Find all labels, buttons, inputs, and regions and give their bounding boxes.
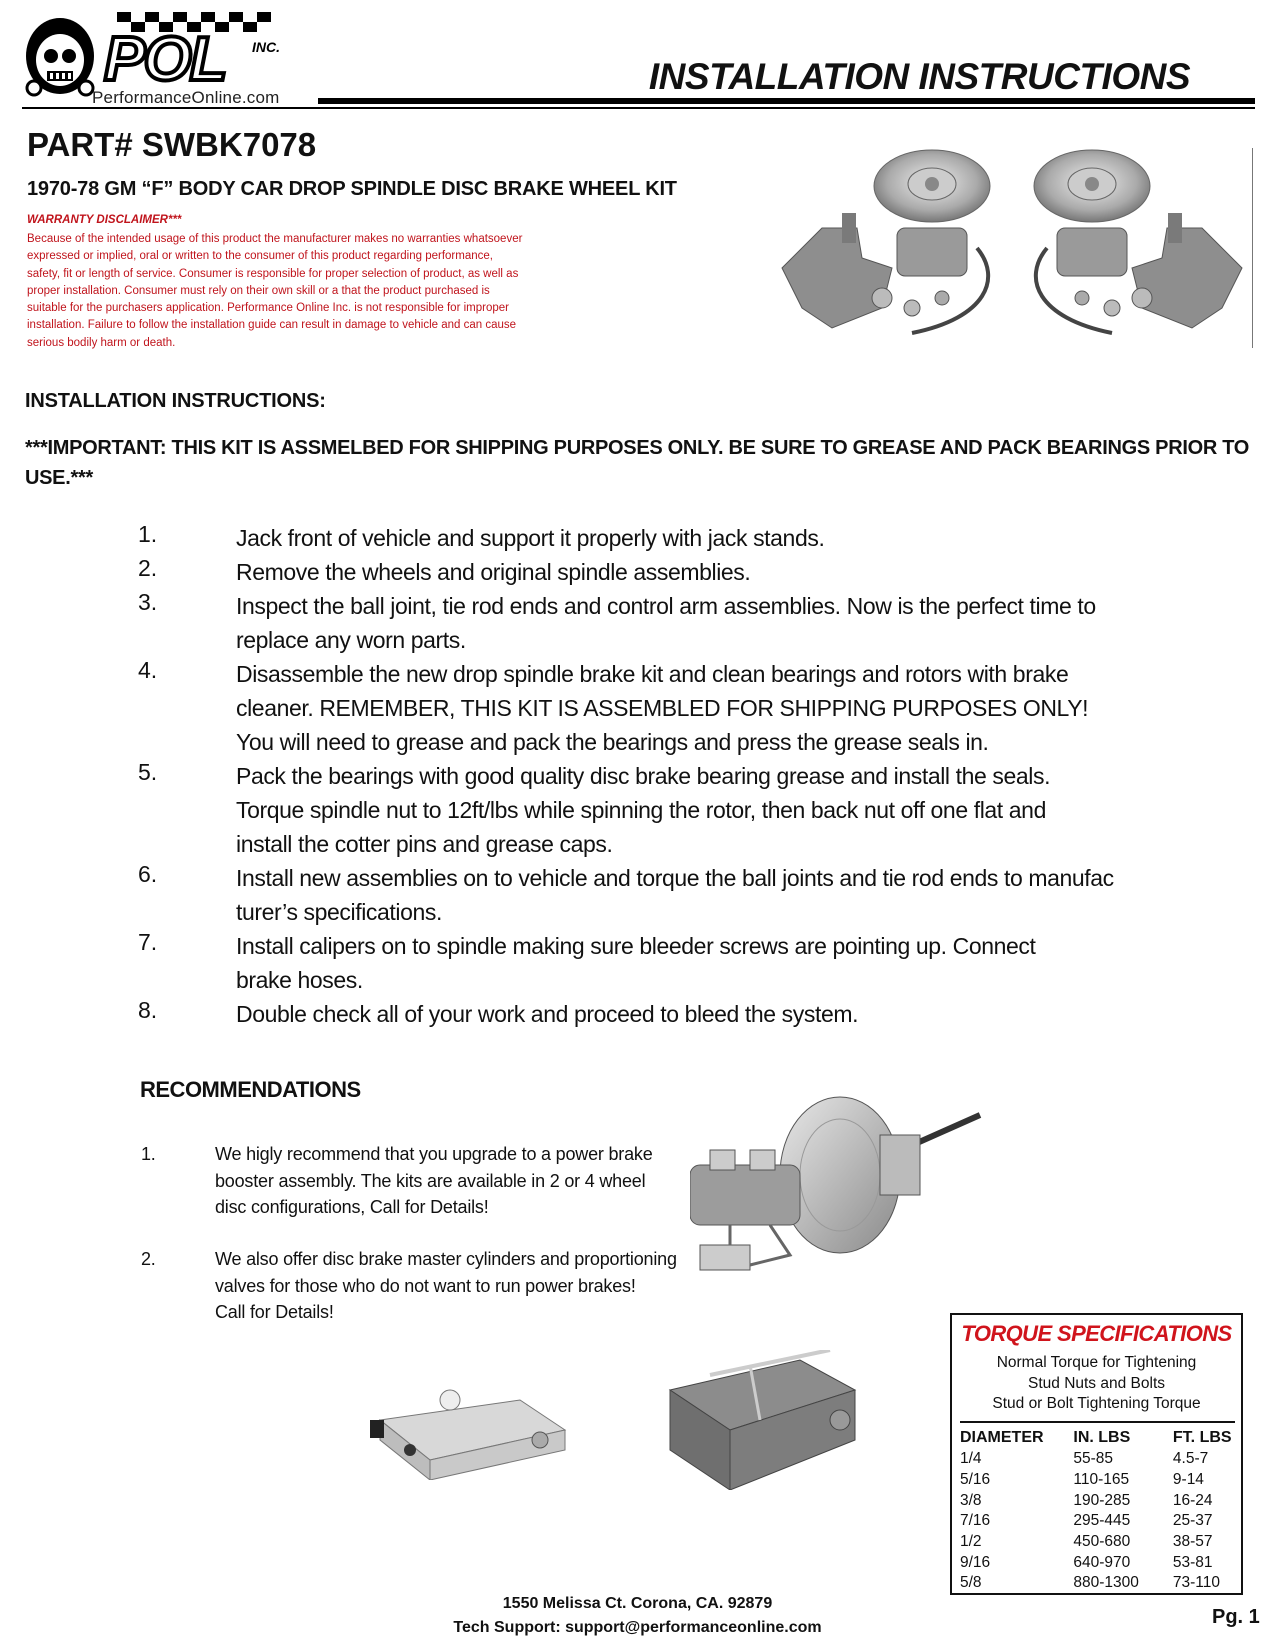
skull-helmet-icon (26, 18, 94, 95)
table-row (960, 1449, 1241, 1470)
table-cell: 640-970 (1073, 1553, 1131, 1571)
table-cell: 9/16 (960, 1553, 991, 1571)
step-1 (0, 521, 1275, 555)
step-2 (0, 555, 1275, 589)
torque-divider (960, 1421, 1235, 1423)
table-cell: 1/2 (960, 1533, 982, 1551)
step-number: 5. (138, 759, 158, 785)
table-row (960, 1552, 1241, 1573)
table-cell: 55-85 (1073, 1450, 1114, 1468)
column-header: FT. LBS (1172, 1429, 1232, 1446)
step-8 (0, 997, 1275, 1031)
brake-booster-image (690, 1095, 990, 1315)
table-cell: 295-445 (1073, 1512, 1131, 1530)
table-row (960, 1573, 1241, 1594)
step-text: Install calipers on to spindle making sure bleeder screws are pointing up. Connect brake hoses. (236, 933, 1036, 993)
document-title: INSTALLATION INSTRUCTIONS (648, 56, 1190, 97)
footer-contact: 1550 Melissa Ct. Corona, CA. 92879 Tech Support: support@performanceonline.com (453, 1595, 822, 1636)
table-cell: 190-285 (1073, 1491, 1131, 1509)
important-note: ***IMPORTANT: THIS KIT IS ASSMELBED FOR SHIPPING PURPOSES ONLY. BE SURE TO GREASE AND PACK BEARINGS PRIOR TO USE.*** (25, 437, 1250, 489)
step-text: Inspect the ball joint, tie rod ends and control arm assemblies. Now is the perfect time to replace any worn parts. (236, 593, 1096, 653)
header-rule-thick (318, 98, 1255, 104)
column-header: DIAMETER (960, 1429, 1044, 1446)
table-cell: 9-14 (1172, 1471, 1204, 1489)
product-description: 1970-78 GM “F” BODY CAR DROP SPINDLE DISC BRAKE WHEEL KIT (27, 178, 677, 200)
table-row (960, 1470, 1241, 1491)
step-number: 4. (138, 657, 158, 683)
step-number: 8. (138, 997, 158, 1023)
warranty-heading: WARRANTY DISCLAIMER*** (27, 214, 182, 226)
recommendations-heading: RECOMMENDATIONS (140, 1077, 361, 1102)
step-5 (0, 759, 1275, 861)
master-cylinder-image (650, 1350, 860, 1490)
table-cell: 450-680 (1073, 1533, 1131, 1551)
table-row (960, 1532, 1241, 1553)
table-cell: 880-1300 (1073, 1574, 1139, 1592)
step-number: 3. (138, 589, 158, 615)
recommendation-number: 1. (141, 1144, 156, 1164)
part-number: PART# SWBK7078 (27, 126, 317, 163)
table-cell: 110-165 (1073, 1471, 1130, 1489)
warranty-text: Because of the intended usage of this product the manufacturer makes no warranties whatsoever expressed or implied, oral or written to the consumer of this product regarding performance, safety, fit or length of service. Consumer is responsible for proper selection of product, as well as proper installation. Consumer must rely on their own skill or a that the product purchased is suitable for the purchasers application. Performance Online Inc. is not responsible for improper installation. Failure to follow the installation guide can result in damage to vehicle and can cause serious bodily harm or death. (27, 233, 523, 349)
step-text: Disassemble the new drop spindle brake kit and clean bearings and rotors with brake cleaner. REMEMBER, THIS KIT IS ASSEMBLED FOR SHIPPING PURPOSES ONLY! You will need to grease and pack the bearings and press the grease seals in. (236, 661, 1089, 755)
step-text: Pack the bearings with good quality disc brake bearing grease and install the seals. Torque spindle nut to 12ft/lbs while spinning the rotor, then back nut off one flat and install the cotter pins and grease caps. (236, 763, 1051, 857)
instructions-heading: INSTALLATION INSTRUCTIONS: (25, 390, 326, 412)
recommendation-text: We also offer disc brake master cylinders and proportioning valves for those who do not want to run power brakes! Call for Details! (215, 1249, 677, 1322)
logo-url: PerformanceOnline.com (92, 88, 280, 107)
page-number: Pg. 1 (1212, 1606, 1260, 1628)
table-cell: 4.5-7 (1172, 1450, 1209, 1468)
header-rule-thin (22, 107, 1255, 109)
step-number: 6. (138, 861, 158, 887)
torque-subtitle: Normal Torque for Tightening Stud Nuts and Bolts Stud or Bolt Tightening Torque (992, 1354, 1201, 1412)
image-border-line (1252, 148, 1253, 348)
table-cell: 38-57 (1172, 1533, 1213, 1551)
proportioning-valve-image (370, 1380, 575, 1480)
step-3 (0, 589, 1275, 657)
table-cell: 7/16 (960, 1512, 991, 1530)
torque-title: TORQUE SPECIFICATIONS (961, 1321, 1232, 1346)
step-4 (0, 657, 1275, 759)
step-number: 2. (138, 555, 158, 581)
table-cell: 3/8 (960, 1491, 982, 1509)
recommendation-text: We higly recommend that you upgrade to a power brake booster assembly. The kits are available in 2 or 4 wheel disc configurations, Call for Details! (215, 1144, 653, 1217)
table-row (960, 1490, 1241, 1511)
step-text: Jack front of vehicle and support it properly with jack stands. (236, 525, 825, 551)
svg-text:INC.: INC. (252, 39, 280, 55)
table-cell: 16-24 (1172, 1491, 1213, 1509)
svg-text:POL: POL (104, 25, 226, 94)
column-header: IN. LBS (1073, 1429, 1131, 1446)
step-number: 1. (138, 521, 158, 547)
spindle-kit-image (762, 148, 1262, 358)
table-header-row (960, 1427, 1241, 1449)
step-text: Double check all of your work and proceed to bleed the system. (236, 1001, 859, 1027)
step-7 (0, 929, 1275, 997)
step-text: Remove the wheels and original spindle assemblies. (236, 559, 751, 585)
step-number: 7. (138, 929, 158, 955)
step-text: Install new assemblies on to vehicle and torque the ball joints and tie rod ends to manufac turer’s specifications. (236, 865, 1114, 925)
table-cell: 5/16 (960, 1471, 991, 1489)
instruction-steps (0, 521, 1275, 1031)
torque-specifications-box (950, 1313, 1243, 1595)
recommendation-number: 2. (141, 1249, 156, 1269)
table-cell: 53-81 (1172, 1553, 1213, 1571)
table-row (960, 1511, 1241, 1532)
table-cell: 1/4 (960, 1450, 982, 1468)
table-cell: 73-110 (1172, 1574, 1221, 1592)
table-cell: 25-37 (1172, 1512, 1213, 1530)
torque-table (960, 1427, 1241, 1594)
step-6 (0, 861, 1275, 929)
table-cell: 5/8 (960, 1574, 982, 1592)
